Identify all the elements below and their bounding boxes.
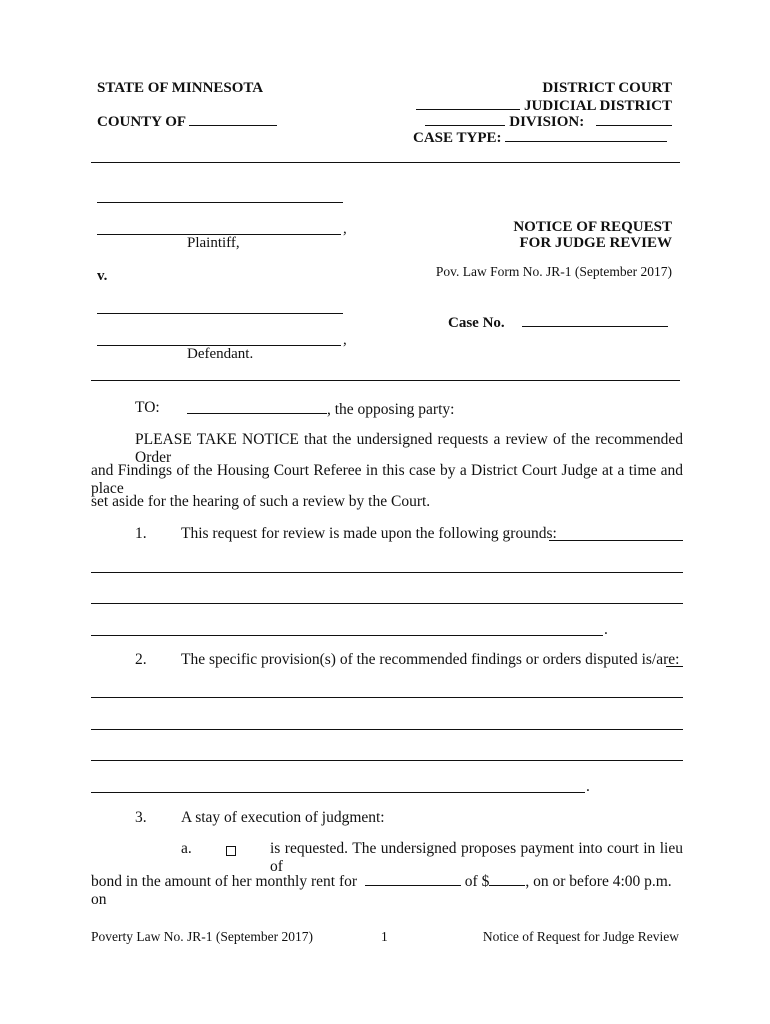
item3a-line2-part2: of $	[464, 873, 490, 890]
case-number-line	[448, 312, 668, 332]
case-type-line	[413, 127, 667, 147]
item2-provisions-line-2[interactable]	[91, 729, 683, 730]
to-line	[187, 399, 454, 419]
item1-grounds-field-start[interactable]	[549, 540, 683, 541]
division-pre-field[interactable]	[425, 111, 505, 126]
item2-provisions-line-3[interactable]	[91, 760, 683, 761]
footer-document-title: Notice of Request for Judge Review	[482, 929, 679, 944]
notice-title-line1: NOTICE OF REQUEST	[513, 219, 672, 235]
item3-text: A stay of execution of judgment:	[181, 809, 385, 826]
judicial-district-text: JUDICIAL DISTRICT	[524, 98, 672, 114]
notice-title-line2: FOR JUDGE REVIEW	[519, 235, 672, 251]
item1-period: .	[604, 621, 608, 638]
defendant-comma: ,	[343, 332, 347, 348]
plaintiff-label: Plaintiff,	[187, 235, 240, 251]
footer-form-name: Poverty Law No. JR-1 (September 2017)	[91, 929, 313, 944]
case-type-field[interactable]	[505, 127, 667, 142]
state-heading: STATE OF MINNESOTA	[97, 80, 264, 96]
plaintiff-name-line-1[interactable]	[97, 202, 343, 203]
rent-amount-field[interactable]	[489, 871, 525, 886]
item3a-line2-part1: bond in the amount of her monthly rent for	[91, 873, 358, 890]
defendant-label: Defendant.	[187, 346, 254, 362]
item3a-line2	[91, 871, 683, 909]
case-number-label: Case No.	[448, 315, 505, 331]
versus-label: v.	[97, 268, 108, 284]
county-label-text: COUNTY OF	[97, 114, 186, 130]
item2-period: .	[586, 778, 590, 795]
county-field[interactable]	[189, 111, 277, 126]
defendant-name-line-1[interactable]	[97, 313, 343, 314]
item2-number: 2.	[135, 651, 147, 668]
footer-page-number: 1	[381, 929, 388, 944]
item1-text: This request for review is made upon the following grounds:	[181, 525, 557, 542]
item3-number: 3.	[135, 809, 147, 826]
division-field[interactable]	[596, 111, 672, 126]
form-reference: Pov. Law Form No. JR-1 (September 2017)	[435, 264, 672, 279]
item2-provisions-field-start[interactable]	[666, 666, 683, 667]
notice-paragraph-line3: set aside for the hearing of such a review by the Court.	[91, 493, 431, 510]
item2-text: The specific provision(s) of the recommended findings or orders disputed is/are:	[181, 651, 680, 668]
item3a-letter: a.	[181, 840, 192, 857]
item3a-text: is requested. The undersigned proposes payment into court in lieu of	[270, 840, 683, 875]
case-type-text: CASE TYPE:	[413, 130, 502, 146]
to-suffix: , the opposing party:	[327, 401, 455, 418]
case-number-field[interactable]	[522, 312, 668, 327]
district-court-heading: DISTRICT COURT	[542, 80, 672, 96]
header-divider	[91, 162, 680, 163]
division-text: DIVISION:	[509, 114, 585, 130]
plaintiff-comma: ,	[343, 221, 347, 237]
item3a-line2-part3: , on or before 4:00 p.m. on	[91, 873, 672, 908]
item1-grounds-line-2[interactable]	[91, 603, 683, 604]
item1-number: 1.	[135, 525, 147, 542]
item1-grounds-line-3[interactable]	[91, 635, 603, 636]
opposing-party-field[interactable]	[187, 399, 327, 414]
to-label: TO:	[135, 399, 160, 416]
county-label	[97, 111, 277, 131]
item2-provisions-line-4[interactable]	[91, 792, 585, 793]
rent-period-field[interactable]	[365, 871, 461, 886]
item1-grounds-line-1[interactable]	[91, 572, 683, 573]
stay-requested-checkbox[interactable]	[226, 843, 236, 861]
notice-paragraph-line1: PLEASE TAKE NOTICE that the undersigned requests a review of the recommended Order	[135, 431, 683, 466]
caption-divider	[91, 380, 680, 381]
checkbox-icon	[226, 846, 236, 856]
item2-provisions-line-1[interactable]	[91, 697, 683, 698]
notice-paragraph-line2: and Findings of the Housing Court Referee in this case by a District Court Judge at a time and place	[91, 462, 683, 497]
judicial-district-field[interactable]	[416, 95, 520, 110]
